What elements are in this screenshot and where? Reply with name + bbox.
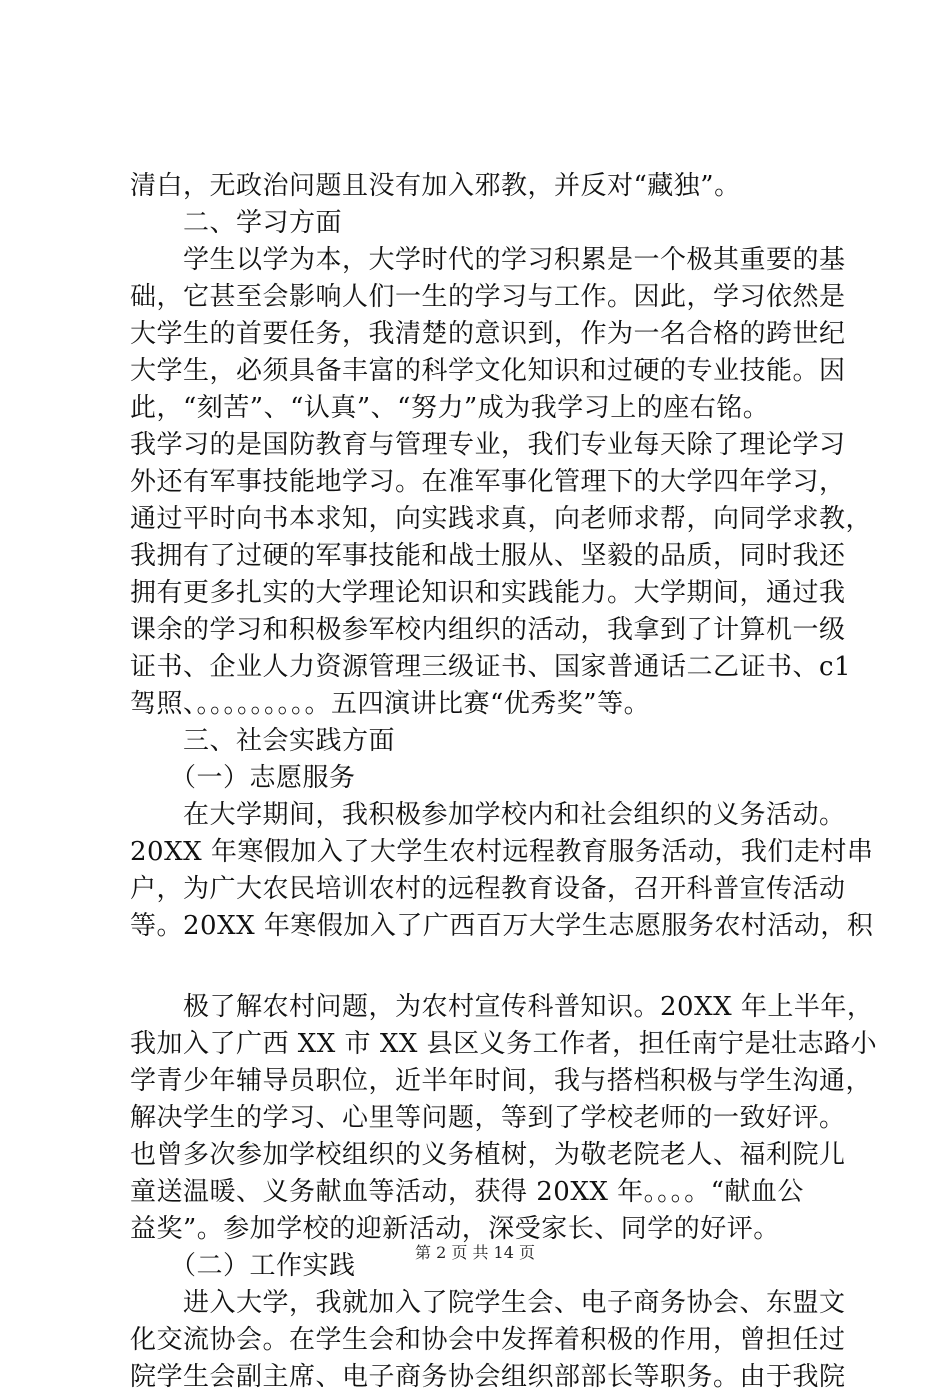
text-line: 也曾多次参加学校组织的义务植树，为敬老院老人、福利院儿 <box>130 1140 846 1170</box>
text-line: 础，它甚至会影响人们一生的学习与工作。因此，学习依然是 <box>130 282 846 312</box>
text-line: 益奖”。参加学校的迎新活动，深受家长、同学的好评。 <box>130 1214 780 1244</box>
text-line: 通过平时向书本求知，向实践求真，向老师求帮，向同学求教， <box>130 504 873 534</box>
text-line: 学青少年辅导员职位，近半年时间，我与搭档积极与学生沟通， <box>130 1066 873 1096</box>
text-line: 证书、企业人力资源管理三级证书、国家普通话二乙证书、c1 <box>130 652 852 682</box>
text-line: 大学生，必须具备丰富的科学文化知识和过硬的专业技能。因 <box>130 356 846 386</box>
text-line: 我加入了广西 XX 市 XX 县区义务工作者，担任南宁是壮志路小 <box>130 1029 878 1059</box>
text-line: 院学生会副主席、电子商务协会组织部部长等职务。由于我院 <box>130 1362 846 1392</box>
text-line: 童送温暖、义务献血等活动，获得 20XX 年。。。。“献血公 <box>130 1177 804 1207</box>
page-number: 第 2 页 共 14 页 <box>415 1243 535 1262</box>
text-line: 驾照、。。。。。。。。。五四演讲比赛“优秀奖”等。 <box>130 689 651 719</box>
text-line: 三、社会实践方面 <box>130 726 396 756</box>
text-line: 解决学生的学习、心里等问题，等到了学校老师的一致好评。 <box>130 1103 846 1133</box>
text-line: 在大学期间，我积极参加学校内和社会组织的义务活动。 <box>130 800 846 830</box>
text-line: 二、学习方面 <box>130 208 343 238</box>
text-line: 极了解农村问题，为农村宣传科普知识。20XX 年上半年， <box>130 992 874 1022</box>
text-line: （二）工作实践 <box>130 1251 356 1281</box>
text-line: 进入大学，我就加入了院学生会、电子商务协会、东盟文 <box>130 1288 846 1318</box>
text-line: 清白，无政治问题且没有加入邪教，并反对“藏独”。 <box>130 171 741 201</box>
text-line: 我学习的是国防教育与管理专业，我们专业每天除了理论学习 <box>130 430 846 460</box>
text-line: 户，为广大农民培训农村的远程教育设备，召开科普宣传活动 <box>130 874 846 904</box>
text-line: （一）志愿服务 <box>130 763 356 793</box>
text-line: 外还有军事技能地学习。在准军事化管理下的大学四年学习， <box>130 467 846 497</box>
text-line: 大学生的首要任务，我清楚的意识到，作为一名合格的跨世纪 <box>130 319 846 349</box>
text-line: 化交流协会。在学生会和协会中发挥着积极的作用，曾担任过 <box>130 1325 846 1355</box>
text-line: 我拥有了过硬的军事技能和战士服从、坚毅的品质，同时我还 <box>130 541 846 571</box>
text-line: 课余的学习和积极参军校内组织的活动，我拿到了计算机一级 <box>130 615 846 645</box>
text-line: 此，“刻苦”、“认真”、“努力”成为我学习上的座右铭。 <box>130 393 770 423</box>
text-line: 学生以学为本，大学时代的学习积累是一个极其重要的基 <box>130 245 846 275</box>
text-line: 拥有更多扎实的大学理论知识和实践能力。大学期间，通过我 <box>130 578 846 608</box>
text-line: 20XX 年寒假加入了大学生农村远程教育服务活动，我们走村串 <box>130 837 874 867</box>
text-line: 等。20XX 年寒假加入了广西百万大学生志愿服务农村活动，积 <box>130 911 874 941</box>
